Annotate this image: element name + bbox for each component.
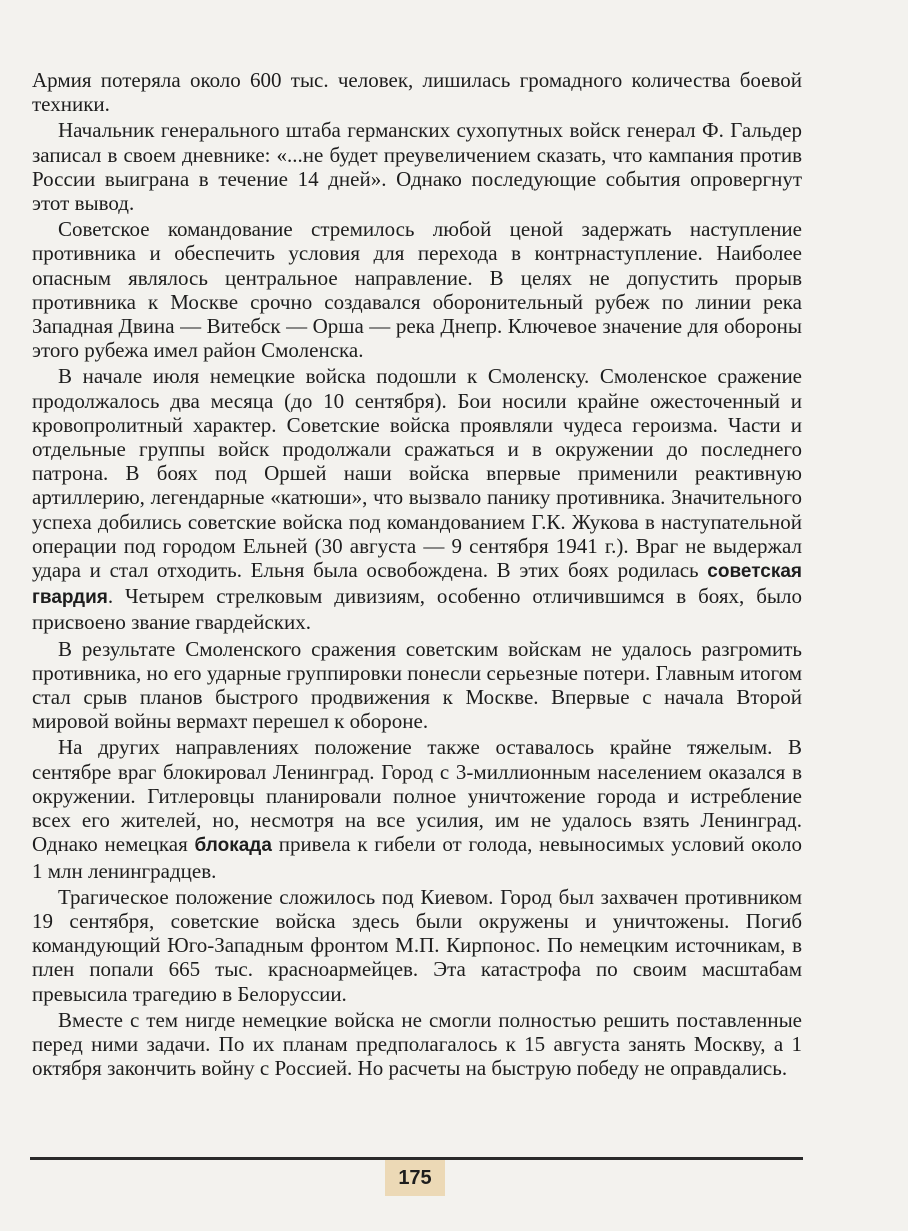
paragraph-2 bbox=[32, 118, 802, 215]
term-soviet-guard: советская гвардия bbox=[32, 561, 802, 609]
paragraph-text: привела к гибели от голода, невыносимых условий около 1 млн ленинградцев. bbox=[32, 832, 802, 883]
paragraph-1 bbox=[32, 68, 802, 116]
text-body bbox=[32, 68, 802, 1082]
paragraph-text: Трагическое положение сложилось под Киевом. Город был захвачен противником 19 сентября, советские войска здесь были окружены и уничтожены. Погиб командующий Юго-Западным фронтом М.П. Кирпонос. По немецким источникам, в плен попали 665 тыс. красноармейцев. Эта катастрофа по своим масштабам превысила трагедию в Белоруссии. bbox=[32, 884, 802, 1006]
paragraph-5 bbox=[32, 637, 802, 734]
paragraph-6 bbox=[32, 735, 802, 882]
term-blockade: блокада bbox=[194, 835, 272, 857]
paragraph-text: Начальник генерального штаба германских сухопутных войск генерал Ф. Гальдер записал в своем дневнике: «...не будет преувеличением сказать, что кампания против России выиграна в течение 14 дней». Однако последующие события опровергнут этот вывод. bbox=[32, 118, 802, 216]
paragraph-text: В результате Смоленского сражения советским войскам не удалось разгромить противника, но его ударные группировки понесли серьезные потери. Главным итогом стал срыв планов быстрого продвижения к Москве. Впервые с начала Второй мировой войны вермахт перешел к обороне. bbox=[32, 636, 802, 734]
paragraph-7 bbox=[32, 885, 802, 1006]
page-number: 175 bbox=[385, 1160, 445, 1196]
paragraph-text: В начале июля немецкие войска подошли к Смоленску. Смоленское сражение продолжалось два месяца (до 10 сентября). Бои носили крайне ожесточенный и кровопролитный характер. Советские войска проявляли чудеса героизма. Части и отдельные группы войск продолжали сражаться и в окружении до последнего патрона. В боях под Оршей наши войска впервые применили реактивную артиллерию, легендарные «катюши», что вызвало панику противника. Значительного успеха добились советские войска под командованием Г.К. Жукова в наступательной операции под городом Ельней (30 августа — 9 сентября 1941 г.). Враг не выдержал удара и стал отходить. Ельня была освобождена. В этих боях родилась bbox=[32, 364, 802, 583]
paragraph-text: . Четырем стрелковым дивизиям, особенно отличившимся в боях, было присвоено звание гвардейских. bbox=[32, 584, 802, 635]
paragraph-text: Советское командование стремилось любой ценой задержать наступление противника и обеспечить условия для перехода в контрнаступление. Наиболее опасным являлось центральное направление. В целях не допустить прорыв противника к Москве срочно создавался оборонительный рубеж по линии река Западная Двина — Витебск — Орша — река Днепр. Ключевое значение для обороны этого рубежа имел район Смоленска. bbox=[32, 217, 802, 363]
paragraph-4 bbox=[32, 364, 802, 634]
paragraph-text: Армия потеряла около 600 тыс. человек, лишилась громадного количества боевой техники. bbox=[32, 68, 802, 117]
paragraph-8 bbox=[32, 1008, 802, 1081]
paragraph-3 bbox=[32, 217, 802, 362]
paragraph-text: Вместе с тем нигде немецкие войска не смогли полностью решить поставленные перед ними задачи. По их планам предполагалось к 15 августа занять Москву, а 1 октября закончить войну с Россией. Но расчеты на быструю победу не оправдались. bbox=[32, 1007, 802, 1081]
paragraph-text: На других направлениях положение также оставалось крайне тяжелым. В сентябре враг блокировал Ленинград. Город с 3-миллионным населением оказался в окружении. Гитлеровцы планировали полное уничтожение города и истребление всех его жителей, но, несмотря на все усилия, им не удалось взять Ленинград. Однако немецкая bbox=[32, 735, 802, 857]
